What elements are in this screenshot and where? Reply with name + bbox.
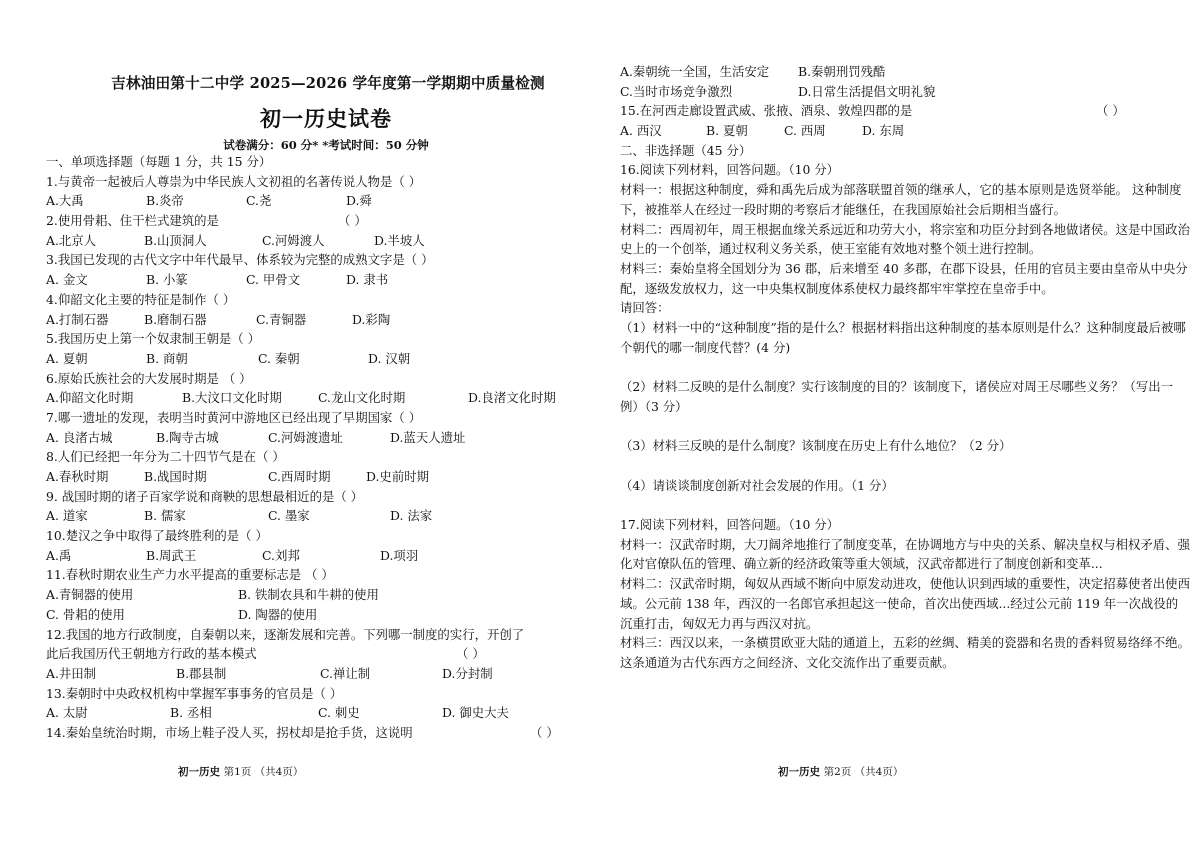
q16-sub-2: （2）材料二反映的是什么制度？实行该制度的目的？该制度下，诸侯应对周王尽哪些义务？（写出一例）（3 分）: [620, 379, 1174, 414]
question-6: 6.原始氏族社会的大发展时期是 （ ）: [46, 370, 252, 386]
option: B.大汶口文化时期: [182, 390, 282, 406]
options-11b: [46, 605, 592, 625]
question-text: 此后我国历代王朝地方行政的基本模式: [46, 646, 257, 662]
answer-paren: （ ）: [456, 646, 485, 662]
option: B.秦朝刑罚残酷: [798, 64, 886, 79]
option: A.青铜器的使用: [46, 587, 134, 603]
option: B.郡县制: [176, 665, 227, 681]
option: C. 墨家: [268, 508, 310, 524]
question-16-heading: 16.阅读下列材料，回答问题。（10 分）: [620, 162, 840, 178]
option: D. 东周: [862, 123, 905, 139]
options-7: [46, 428, 592, 448]
question-2: [46, 211, 592, 231]
option: A. 夏朝: [46, 350, 88, 366]
option: D. 法家: [390, 508, 433, 524]
footer-subject: 初一历史: [178, 766, 220, 778]
section-heading: 一、单项选择题（每题 1 分，共 15 分）: [46, 154, 272, 169]
options-13: [46, 703, 592, 723]
question-5: 5.我国历史上第一个奴隶制王朝是（ ）: [46, 331, 261, 347]
exam-subject-title: 初一历史试卷: [260, 106, 392, 131]
question-17-heading: 17.阅读下列材料，回答问题。（10 分）: [620, 517, 840, 532]
options-9: [46, 506, 592, 526]
option: C.河姆渡遗址: [268, 429, 343, 445]
options-11a: [46, 585, 592, 605]
exam-page-2: [600, 0, 1200, 847]
question-1: 1.与黄帝一起被后人尊崇为中华民族人文初祖的名著传说人物是（ ）: [46, 173, 422, 189]
option: C.禅让制: [320, 665, 371, 681]
option: D.日常生活提倡文明礼貌: [798, 83, 936, 99]
option: B. 儒家: [144, 508, 186, 524]
answer-paren: （ ）: [530, 724, 559, 740]
options-2: [46, 231, 592, 251]
option: A.春秋时期: [46, 469, 109, 484]
option: D. 汉朝: [368, 350, 411, 366]
option: C.当时市场竞争激烈: [620, 83, 733, 99]
option: B. 铁制农具和牛耕的使用: [238, 587, 379, 603]
option: B.炎帝: [146, 193, 184, 209]
options-4: [46, 310, 592, 330]
options-5: [46, 349, 592, 369]
option: B. 夏朝: [706, 123, 748, 139]
exam-meta: 试卷满分：60 分* *考试时间：50 分钟: [223, 138, 429, 152]
option: B. 丞相: [170, 705, 212, 721]
option: B.山顶洞人: [144, 232, 207, 248]
question-8: 8.人们已经把一年分为二十四节气是在（ ）: [46, 449, 285, 465]
question-text: 15.在河西走廊设置武威、张掖、酒泉、敦煌四郡的是: [620, 103, 913, 119]
option: A.仰韶文化时期: [46, 390, 134, 406]
option: D.分封制: [442, 665, 493, 681]
question-12-line2: [46, 644, 592, 664]
q16-sub-3: （3）材料三反映的是什么制度？该制度在历史上有什么地位？（2 分）: [620, 438, 1012, 454]
option: C.西周时期: [268, 469, 331, 484]
footer-subject: 初一历史: [778, 766, 820, 778]
option: D.项羽: [380, 547, 419, 563]
options-8: [46, 467, 592, 487]
option: B. 商朝: [146, 350, 188, 366]
footer-page-number: 第2页 （共4页）: [823, 766, 904, 778]
option: D. 御史大夫: [442, 705, 509, 721]
q16-material-1: 材料一：根据这种制度，舜和禹先后成为部落联盟首领的继承人，它的基本原则是选贤举能。 这种制度下，被推举人在经过一段时期的考察后才能继任，在我国原始社会后期相当盛行。: [620, 182, 1182, 217]
options-12: [46, 664, 592, 684]
question-11: 11.春秋时期农业生产力水平提高的重要标志是 （ ）: [46, 567, 334, 583]
option: C.河姆渡人: [262, 232, 325, 248]
option: A. 西汉: [620, 123, 662, 139]
option: A.井田制: [46, 665, 97, 681]
answer-paren: （ ）: [1096, 103, 1125, 119]
option: D.半坡人: [374, 232, 425, 248]
q17-material-2: 材料二：汉武帝时期，匈奴从西域不断向中原发动进攻，使他认识到西域的重要性，决定招募使者出使西域。公元前 138 年，西汉的一名郎官承担起这一使命，首次出使西域...经过公元前 119 年一次战役的沉重打击，匈奴无力再与西汉对抗。: [620, 576, 1190, 631]
option: D. 陶器的使用: [238, 606, 318, 622]
q16-material-3: 材料三：秦始皇将全国划分为 36 郡，后来增至 40 多郡，在郡下设县，任用的官员主要由皇帝从中央分配，逐级发放权力，这一中央集权制度体系使权力最终都牢牢掌控在皇帝手中。: [620, 260, 1188, 296]
option: C.刘邦: [262, 547, 300, 563]
option: A.禹: [46, 547, 72, 563]
question-text: 14.秦始皇统治时期，市场上鞋子没人买，拐杖却是抢手货，这说明: [46, 724, 413, 740]
option: C. 甲骨文: [246, 272, 301, 288]
options-14a: [620, 62, 1190, 82]
page-footer: [778, 764, 903, 779]
option: A.秦朝统一全国，生活安定: [620, 64, 770, 79]
option: D.蓝天人遗址: [390, 429, 466, 445]
options-1: [46, 191, 592, 211]
question-text: 2.使用骨耜、住干栏式建筑的是: [46, 213, 219, 229]
option: D.良渚文化时期: [468, 390, 556, 406]
school-title: 吉林油田第十二中学 2025—2026 学年度第一学期期中质量检测: [111, 75, 545, 92]
option: C. 骨耜的使用: [46, 606, 125, 622]
question-4: 4.仰韶文化主要的特征是制作（ ）: [46, 291, 236, 307]
option: D.史前时期: [366, 469, 429, 484]
question-3: 3.我国已发现的古代文字中年代最早、体系较为完整的成熟文字是（ ）: [46, 252, 434, 268]
q16-sub-4: （4）请谈谈制度创新对社会发展的作用。（1 分）: [620, 477, 894, 493]
options-14b: [620, 82, 1190, 102]
option: C.尧: [246, 193, 272, 209]
option: C. 刺史: [318, 705, 360, 721]
options-10: [46, 546, 592, 566]
option: C.龙山文化时期: [318, 390, 406, 406]
question-7: 7.哪一遗址的发现，表明当时黄河中游地区已经出现了早期国家（ ）: [46, 409, 422, 425]
question-9: 9. 战国时期的诸子百家学说和商鞅的思想最相近的是（ ）: [46, 488, 364, 504]
options-3: [46, 270, 592, 290]
page-footer: [178, 764, 303, 779]
question-12-line1: 12.我国的地方行政制度，自秦朝以来，逐渐发展和完善。下列哪一制度的实行，开创了: [46, 626, 525, 642]
option: A. 太尉: [46, 705, 88, 721]
options-6: [46, 388, 592, 408]
option: A. 良渚古城: [46, 429, 113, 445]
option: A. 金文: [46, 272, 88, 288]
option: A.打制石器: [46, 311, 109, 327]
option: C. 西周: [784, 123, 826, 139]
q16-material-2: 材料二：西周初年，周王根据血缘关系远近和功劳大小，将宗室和功臣分封到各地做诸侯。这是中国政治史上的一个创举，通过权利义务关系，使王室能有效地对整个领土进行控制。: [620, 221, 1190, 257]
option: A.北京人: [46, 232, 97, 248]
option: D.舜: [346, 193, 372, 209]
option: B.磨制石器: [144, 311, 207, 327]
page1-content: [46, 152, 592, 743]
page2-content: [620, 62, 1190, 673]
option: A. 道家: [46, 508, 88, 524]
option: B.陶寺古城: [156, 429, 219, 445]
option: B.战国时期: [144, 469, 207, 484]
question-14: [46, 723, 592, 743]
q16-sub-1: （1）材料一中的“这种制度”指的是什么？根据材料指出这种制度的基本原则是什么？这种制度最后被哪个朝代的哪一制度代替？(4 分): [620, 320, 1186, 355]
option: B. 小篆: [146, 272, 188, 288]
option: C. 秦朝: [258, 350, 300, 366]
answer-paren: （ ）: [338, 213, 367, 229]
question-10: 10.楚汉之争中取得了最终胜利的是（ ）: [46, 528, 268, 544]
option: A.大禹: [46, 193, 84, 209]
q17-material-3: 材料三：西汉以来，一条横贯欧亚大陆的通道上，五彩的丝绸、精美的瓷器和名贵的香料贸易络绎不绝。这条通道为古代东西方之间经济、文化交流作出了重要贡献。: [620, 635, 1190, 670]
section-heading: 二、非选择题（45 分）: [620, 142, 752, 158]
option: D.彩陶: [352, 311, 391, 327]
question-13: 13.秦朝时中央政权机构中掌握军事事务的官员是（ ）: [46, 685, 343, 701]
footer-page-number: 第1页 （共4页）: [223, 766, 304, 778]
option: C.青铜器: [256, 311, 307, 327]
options-15: [620, 121, 1190, 141]
option: B.周武王: [146, 547, 197, 563]
answer-prompt: 请回答：: [620, 300, 670, 316]
question-15: [620, 101, 1190, 121]
option: D. 隶书: [346, 272, 389, 288]
q17-material-1: 材料一：汉武帝时期，大刀阔斧地推行了制度变革，在协调地方与中央的关系、解决皇权与相权矛盾、强化对官僚队伍的管理、确立新的经济政策等重大领域，汉武帝都进行了制度创新和变革...: [620, 536, 1190, 572]
